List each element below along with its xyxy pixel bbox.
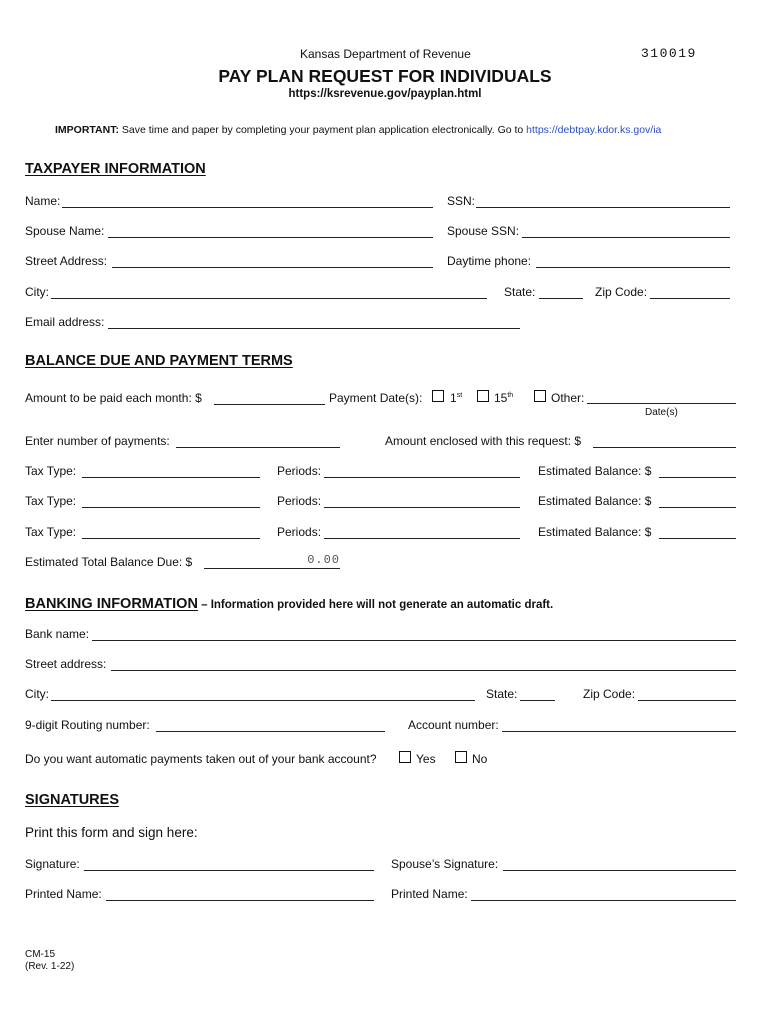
spouse-name-field[interactable] [108,223,433,238]
form-title: PAY PLAN REQUEST FOR INDIVIDUALS [218,66,552,86]
bank-state-label: State: [486,687,518,701]
printed-name-field[interactable] [106,886,374,901]
daytime-phone-label: Daytime phone: [447,254,532,268]
spouse-printed-name-field[interactable] [471,886,736,901]
taxpayer-heading: TAXPAYER INFORMATION [25,161,206,177]
periods-field[interactable] [324,463,520,478]
state-field[interactable] [539,284,583,299]
name-field[interactable] [62,193,433,208]
no-label: No [472,752,488,766]
other-checkbox[interactable] [534,390,546,402]
estimated-balance-field[interactable] [659,524,736,539]
tax-type-field[interactable] [82,493,260,508]
street-address-field[interactable] [112,253,433,268]
bank-city-field[interactable] [51,686,475,701]
form-code: 310019 [641,46,697,61]
bank-zip-field[interactable] [638,686,736,701]
num-payments-label: Enter number of payments: [25,434,170,448]
other-dates-field[interactable] [587,389,736,404]
amount-monthly-label: Amount to be paid each month: $ [25,391,202,405]
tax-type-field[interactable] [82,463,260,478]
periods-field[interactable] [324,493,520,508]
fifteenth-label [494,391,513,405]
estimated-balance-field[interactable] [659,463,736,478]
fifteenth-sup: th [507,392,514,399]
first-label [450,391,462,405]
periods-label: Periods: [277,464,322,478]
other-label: Other: [551,391,585,405]
banking-heading-row [25,595,553,613]
form-id: CM-15 [25,949,56,960]
email-label: Email address: [25,315,105,329]
fifteenth-text: 15 [494,391,508,405]
bank-name-label: Bank name: [25,627,90,641]
amount-enclosed-label: Amount enclosed with this request: $ [385,434,582,448]
spouse-name-label: Spouse Name: [25,224,105,238]
bank-street-field[interactable] [111,656,736,671]
debtpay-link[interactable]: https://debtpay.kdor.ks.gov/ia [526,124,662,136]
important-notice [55,124,661,136]
bank-zip-label: Zip Code: [583,687,636,701]
printed-name-label: Printed Name: [25,887,102,901]
no-checkbox[interactable] [455,751,467,763]
agency-name: Kansas Department of Revenue [300,47,471,61]
yes-checkbox[interactable] [399,751,411,763]
estimated-balance-label: Estimated Balance: $ [538,464,652,478]
signature-label: Signature: [25,857,80,871]
periods-label: Periods: [277,494,322,508]
banking-subheading: – Information provided here will not generate an automatic draft. [197,599,554,611]
ssn-label: SSN: [447,194,476,208]
fifteenth-checkbox[interactable] [477,390,489,402]
amount-monthly-field[interactable] [214,390,325,405]
city-label: City: [25,285,49,299]
bank-state-field[interactable] [520,686,555,701]
payment-dates-label: Payment Date(s): [329,391,423,405]
periods-label: Periods: [277,525,322,539]
dates-caption: Date(s) [645,407,678,418]
first-text: 1 [450,391,457,405]
total-balance-label: Estimated Total Balance Due: $ [25,555,193,569]
state-label: State: [504,285,536,299]
tax-type-label: Tax Type: [25,494,77,508]
estimated-balance-label: Estimated Balance: $ [538,525,652,539]
form-revision: (Rev. 1-22) [25,961,75,972]
ssn-field[interactable] [476,193,730,208]
city-field[interactable] [51,284,487,299]
print-sign-text: Print this form and sign here: [25,825,198,840]
zip-label: Zip Code: [595,285,648,299]
signatures-heading: SIGNATURES [25,792,119,808]
auto-payments-question: Do you want automatic payments taken out of your bank account? [25,752,377,766]
spouse-ssn-label: Spouse SSN: [447,224,520,238]
spouse-signature-label: Spouse’s Signature: [391,857,499,871]
spouse-signature-field[interactable] [503,856,736,871]
daytime-phone-field[interactable] [536,253,730,268]
important-label: IMPORTANT: [55,124,119,136]
important-text: Save time and paper by completing your payment plan application electronically. Go to [118,124,527,136]
spouse-printed-name-label: Printed Name: [391,887,468,901]
total-balance-field[interactable] [204,552,340,569]
tax-type-field[interactable] [82,524,260,539]
first-sup: st [456,392,463,399]
zip-field[interactable] [650,284,730,299]
bank-city-label: City: [25,687,49,701]
balance-heading: BALANCE DUE AND PAYMENT TERMS [25,353,293,369]
amount-enclosed-field[interactable] [593,433,736,448]
yes-label: Yes [416,752,436,766]
account-label: Account number: [408,718,499,732]
form-url: https://ksrevenue.gov/payplan.html [288,88,482,100]
first-checkbox[interactable] [432,390,444,402]
routing-label: 9-digit Routing number: [25,718,150,732]
bank-name-field[interactable] [92,626,736,641]
num-payments-field[interactable] [176,433,340,448]
routing-field[interactable] [156,717,385,732]
tax-type-label: Tax Type: [25,525,77,539]
estimated-balance-label: Estimated Balance: $ [538,494,652,508]
spouse-ssn-field[interactable] [522,223,730,238]
email-field[interactable] [108,314,520,329]
periods-field[interactable] [324,524,520,539]
banking-heading: BANKING INFORMATION [25,596,198,612]
signature-field[interactable] [84,856,374,871]
account-field[interactable] [502,717,736,732]
tax-type-label: Tax Type: [25,464,77,478]
name-label: Name: [25,194,61,208]
street-address-label: Street Address: [25,254,108,268]
estimated-balance-field[interactable] [659,493,736,508]
bank-street-label: Street address: [25,657,107,671]
